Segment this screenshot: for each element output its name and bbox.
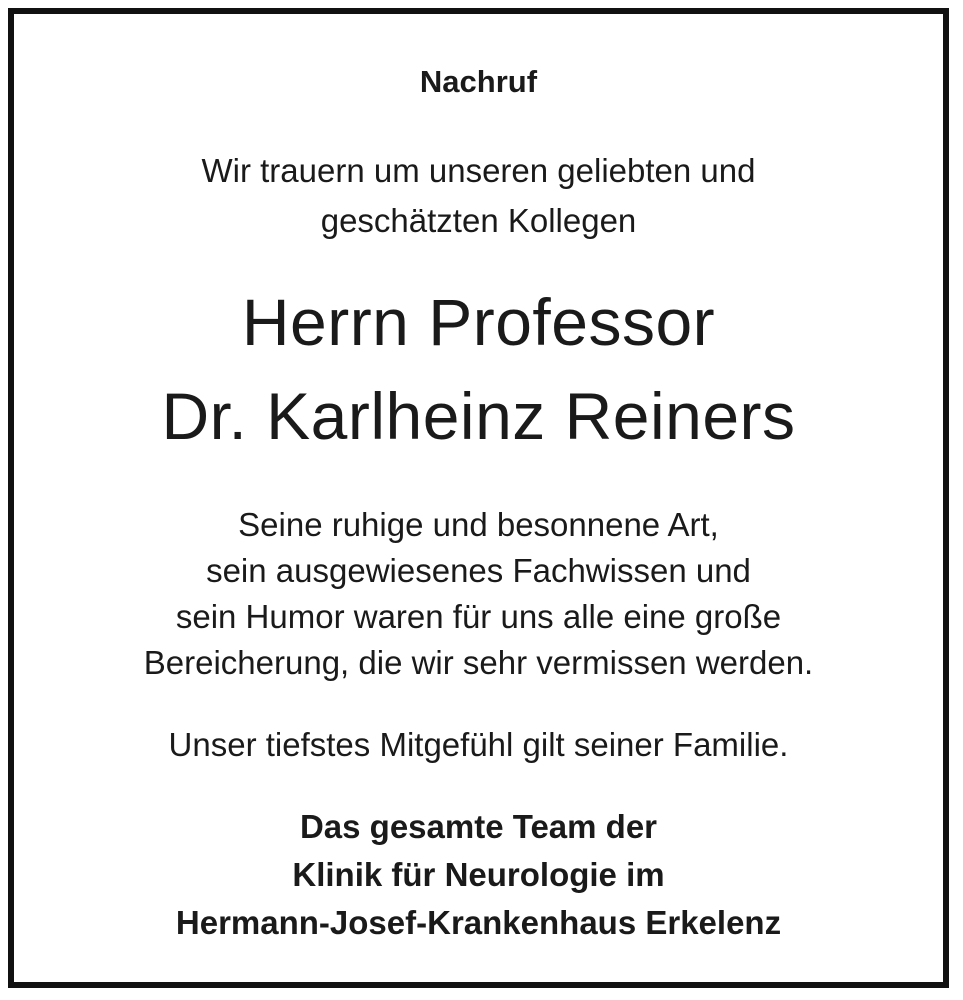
signature-line-2: Klinik für Neurologie im — [292, 856, 665, 893]
intro-line-2: geschätzten Kollegen — [320, 202, 637, 239]
deceased-name-line-1: Herrn Professor — [241, 285, 716, 359]
tribute-line-4: Bereicherung, die wir sehr vermissen werden. — [143, 644, 814, 681]
tribute-line-2: sein ausgewiesenes Fachwissen und — [206, 552, 751, 589]
deceased-name-line-2: Dr. Karlheinz Reiners — [161, 379, 796, 453]
tribute-line-3: sein Humor waren für uns alle eine große — [175, 598, 782, 635]
signature-line-3: Hermann-Josef-Krankenhaus Erkelenz — [175, 904, 782, 941]
intro-line-1: Wir trauern um unseren geliebten und — [201, 152, 756, 189]
obituary-notice — [8, 8, 949, 988]
tribute-line-1: Seine ruhige und besonnene Art, — [238, 506, 719, 543]
signature-line-1: Das gesamte Team der — [299, 808, 658, 845]
notice-heading: Nachruf — [419, 64, 538, 99]
condolence-line: Unser tiefstes Mitgefühl gilt seiner Familie. — [168, 726, 789, 763]
